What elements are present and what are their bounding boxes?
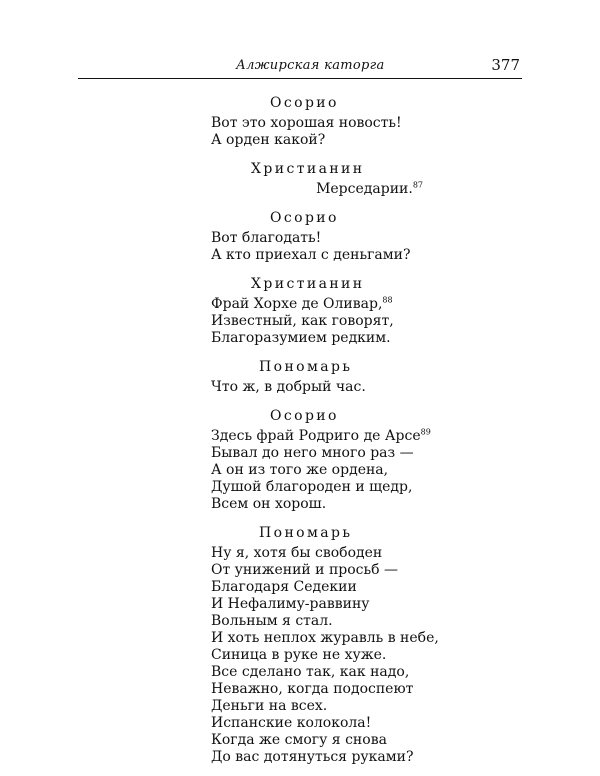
verse-line [211,428,511,445]
verse-line: Неважно, когда подоспеют [211,681,414,697]
verse-line: Вот это хорошая новость! [211,115,402,131]
dialogue-block [211,523,511,766]
verse-line: И Нефалиму-раввину [211,596,370,612]
dialogue-block [211,93,511,149]
verse-line: Бывал до него много раз — [211,445,414,461]
verse-line: А кто приехал с деньгами? [211,247,411,263]
verse-line: Все сделано так, как надо, [211,664,410,680]
verse-line: А он из того же ордена, [211,462,389,478]
verse-line [211,181,511,198]
footnote-ref: 89 [420,427,431,437]
speaker-name: Осорио [270,408,339,424]
speaker-name: Христианин [251,276,365,292]
verse-line: Ну я, хотя бы свободен [211,545,383,561]
verse-line: Душой благороден и щедр, [211,479,413,495]
verse-line: Деньги на всех. [211,698,328,714]
running-title: Алжирская каторга [236,58,385,73]
verse-line: Когда же смогу я снова [211,732,387,748]
dialogue-block [211,159,511,198]
speaker-name: Пономарь [259,525,353,541]
dialogue-block [211,357,511,396]
verse-line: Всем он хорош. [211,496,327,512]
running-header [78,50,522,79]
verse-line: Синица в руке не хуже. [211,647,387,663]
verse-line: Испанские колокола! [211,715,372,731]
verse-text: Мерседарии. [316,181,413,197]
dialogue-block [211,274,511,347]
verse-line: Благоразумием редким. [211,330,391,346]
verse-line: Что ж, в добрый час. [211,379,366,395]
speaker-name: Осорио [270,210,339,226]
speaker-name: Осорио [270,95,339,111]
verse-line: До вас дотянуться руками? [211,749,414,765]
page-number: 377 [491,56,520,74]
verse-line: Благодаря Седекии [211,579,357,595]
verse-line: Известный, как говорят, [211,313,394,329]
verse-text: Здесь фрай Родриго де Арсе [211,428,421,444]
speaker-name: Пономарь [259,359,353,375]
verse-line: От унижений и просьб — [211,562,399,578]
dialogue-block [211,406,511,513]
footnote-ref: 87 [412,180,423,190]
verse-text: Фрай Хорхе де Оливар, [211,296,383,312]
footnote-ref: 88 [382,295,393,305]
dialogue-block [211,208,511,264]
verse-line: Вольным я стал. [211,613,333,629]
verse-line: А орден какой? [211,132,326,148]
play-text [211,93,511,776]
verse-line: И хоть неплох журавль в небе, [211,630,439,646]
speaker-name: Христианин [251,161,365,177]
verse-line: Вот благодать! [211,230,322,246]
verse-line [211,296,511,313]
